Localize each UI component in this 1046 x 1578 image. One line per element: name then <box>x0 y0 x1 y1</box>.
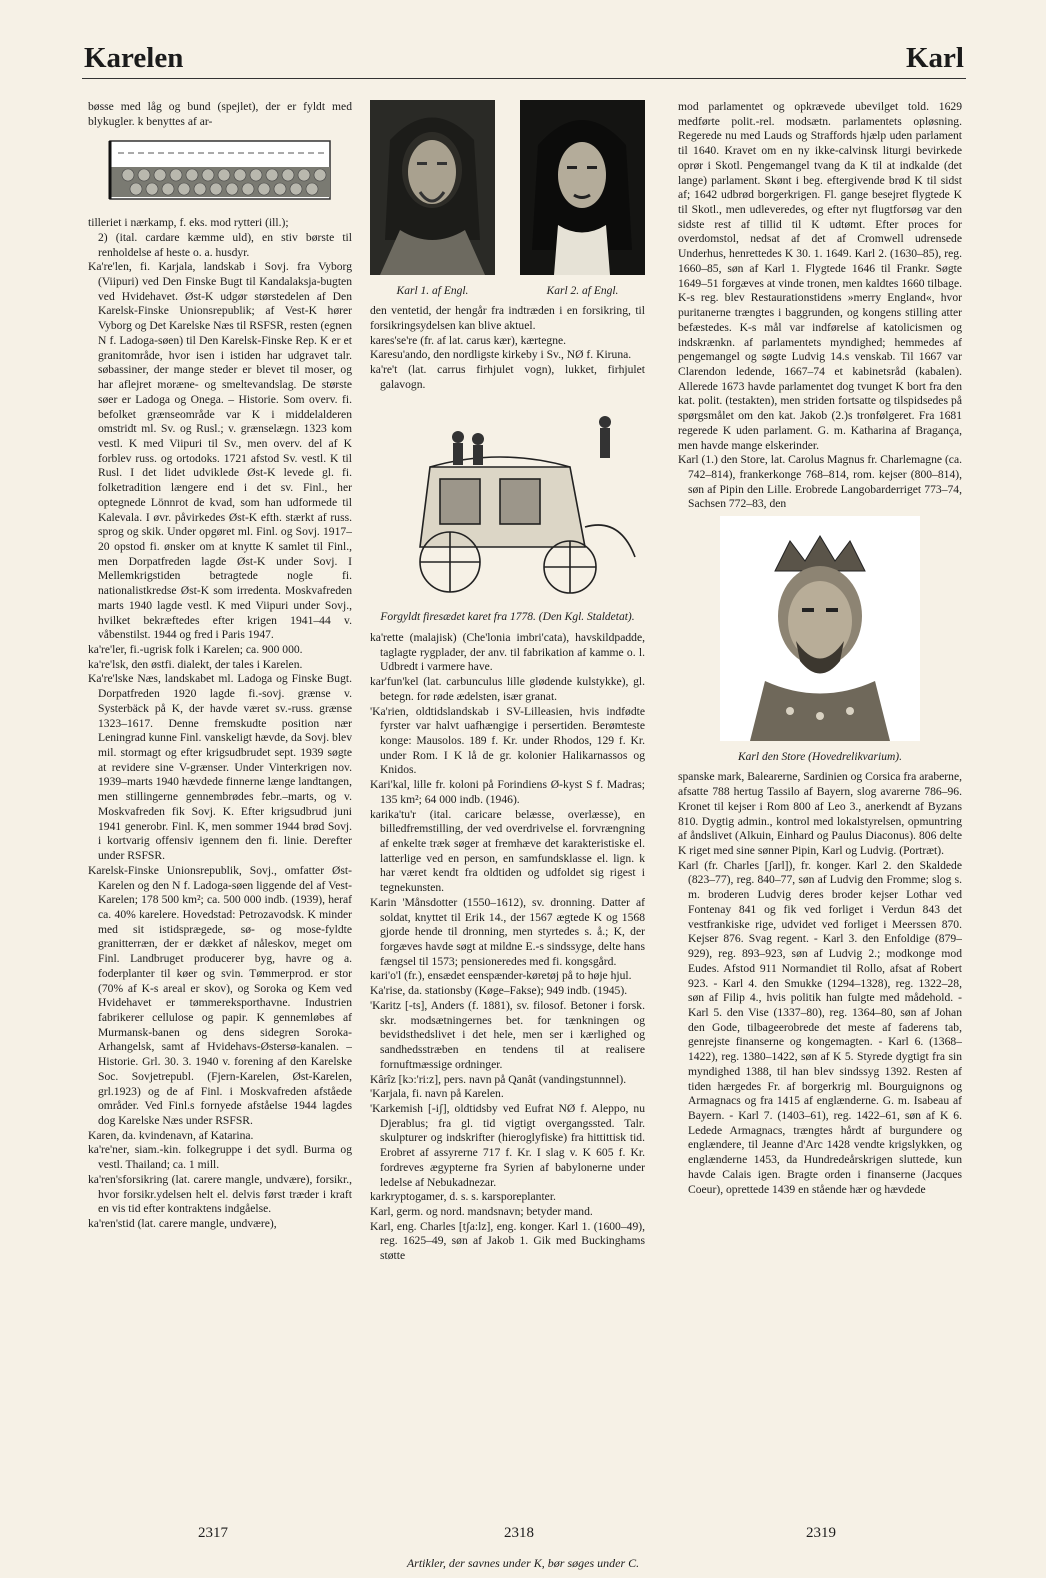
entry-karette: ka'rette (malajisk) (Che'lonia imbri'cata), havskildpadde, taglagte rygplader, der anv. til fabrikation af kamme o. l. Udbredt i varmere have. <box>370 630 645 674</box>
entry-text: 2) (ital. cardare kæmme uld), en stiv børste til renholdelse af heste o. a. husdyr. <box>98 230 352 259</box>
entry-karelen: Ka're'len, fi. Karjala, landskab i Sovj. fra Vyborg (Viipuri) ved Den Finske Bugt til Kandalaksja-bugten ved Hvidehavet. Øst-K udgør størstedelen af Den Karelsk-Finske Unionsrepublik; af Vest-K hører Vyborg og Det Karelske Næs til RSFSR, resten (egnen N f. Ladoga-søen) til Den Karelsk-Finske Rep. K er et granitområde, hvor isen i istiden har udgravet talr. søbassiner, der mange steder er blevet til moser, og har aflejret moræne- og smeltevandslag. De største søer er Ladoga og Onega. – Historie. Som overv. fi. befolket grænseområde var K i middelalderen omstridt ml. Sv. og Rusl.; v. grænselægn. 1323 kom vestl. K med Viipuri til Sv., men overv. del af K forblev russ. og ortodoks. 1721 afstod Sv. vestl. K til Rusl. I det lidet udviklede Øst-K levede gl. fi. folketradition længere end i det sv. Finl., her optegnede Lönnrot de kvad, som han udformede til Kalevala. I øvr. påvirkedes Øst-K efth. stærkt af russ. sprog og skik. Under opgøret ml. Finl. og Sovj. 1917–20 opstod fi. ønsker om at knytte K samlet til Finl., men Dorpatfreden lagde Øst-K under Sovj. I Mellemkrigstiden betragtede nogle fi. nationalistkredse Øst-K som irredenta. Moskvafreden marts 1940 lagde vestl. K med Viipuri under Sovj., hvilket bekræftedes efter krigen 1941–44 v. våbenstilst. 1944 og fred i Paris 1947. <box>88 260 352 642</box>
entry-karien: 'Ka'rien, oldtidslandskab i SV-Lilleasien, hvis indfødte fyrster var halvt uafhængige i persertiden. Berømteste konge: Mausolos. 189 f. Kr. under Rhodos, 129 f. Kr. under Rom. I K lå de gr. kolonier Halikarnassos og Knidos. <box>370 704 645 777</box>
entry-karin-mansdotter: Karin 'Månsdotter (1550–1612), sv. dronning. Datter af soldat, knyttet til Erik 14., der 1567 ægtede K og 1568 gjorde hende til dronning, men styrtedes s. å.; K, der forgæves havde søgt at mildne E.-s sindssyge, delte hans fængsel til 1573; pensioneredes med fi. kongsgård. <box>370 895 645 968</box>
column-1 <box>88 100 352 1490</box>
entry-karelsk-finske: Karelsk-Finske Unionsrepublik, Sovj., omfatter Øst-Karelen og den N f. Ladoga-søen liggende del af Vest-Karelen; 178 500 km²; ca. 500 000 indb. (1939), heraf ca. 40% karelere. Hovedstad: Petrozavodsk. K minder med sit istidsprægede, sø- og mose-fyldte granitterræn, der er dækket af nåleskov, meget om Finl. Landbruget producerer byg, havre og a. foderplanter til køer og svin. Tømmerprod. er stor (70% af K-s areal er skov), og Soroka og Kem ved Hvidehavet er tømmereksporthavne. Industrien fabrikerer cellulose og papir. K gennemløbes af Murmansk-banen og dens sidegren Soroka-Arhangelsk, samt af Hvidehavs-Østersø-kanalen. – Historie. Grl. 30. 3. 1940 v. forening af den Karelske Soc. Sovjetrepubl. (Fjern-Karelen, Øst-Karelen, grl.1923) og de af Finl. i Moskvafreden afståede områder. Ved Finl.s fornyede afståelse 1944 lagdes dog Karelske Næs under RSFSR. <box>88 863 352 1127</box>
entry-karitz: 'Karitz [-ts], Anders (f. 1881), sv. filosof. Betoner i forsk. skr. modsætningernes bet. for tænkningen og bevidsthedslivet i det hele, men ser i kærlighed og sandhedsstræben en tendens til at realisere fornuftmæssige ordninger. <box>370 998 645 1071</box>
entry-karelske-naes: Ka're'lske Næs, landskabet ml. Ladoga og Finske Bugt. Dorpatfreden 1920 lagde fi.-sovj. grænse v. Systerbäck på K, der havde været sv.-russ. grænse 1323–1617. Denne fremskudte position nær Leningrad kunne Finl. vanskeligt hævde, da Sovj. blev mil. stormagt og efter krigsudbrudet sept. 1939 søgte at revidere sine V-grænser. Under Vinterkrigen nov. 1939–marts 1940 hævdede finnerne længe landtangen, men stillingerne gennembrødes febr.–marts, og v. Moskvafreden fik Sovj. K. Efter krigsudbrud juni 1941 generobr. Finl. K, men sommer 1944 brød Sovj. i kortvarig offensiv igennem den fi. linie. Derefter under RSFSR. <box>88 672 352 863</box>
caption-karl-2: Karl 2. af Engl. <box>546 284 619 297</box>
entry-karensforsikring: ka'ren'sforsikring (lat. carere mangle, undvære), forsikr., hvor forsikr.ydelsen helt el. delvis først træder i kraft en vis tid efter kontraktens indgåelse. <box>88 1172 352 1216</box>
entry-karet: ka're't (lat. carrus firhjulet vogn), lukket, firhjulet galavogn. <box>370 363 645 391</box>
bust-illustration <box>678 516 962 764</box>
entry-text: tilleriet i nærkamp, f. eks. mod rytteri (ill.); <box>88 216 289 230</box>
headword-left: Karelen <box>84 42 184 74</box>
entry-kariz: Kârîz [kɔ:'ri:z], pers. navn på Qanât (vandingstunnnel). <box>370 1072 627 1086</box>
headword-right: Karl <box>906 42 964 74</box>
entry-karkryptogamer: karkryptogamer, d. s. s. karsporeplanter. <box>370 1190 556 1204</box>
page-number-3: 2319 <box>806 1525 836 1541</box>
entry-karfunkel: kar'fun'kel (lat. carbunculus lille glødende kulstykke), gl. betegn. for røde ædelsten, især granat. <box>370 675 645 703</box>
page-header <box>82 38 966 79</box>
footer-note: Artikler, der savnes under K, bør søges under C. <box>406 1556 640 1570</box>
entry-karise: Ka'rise, da. stationsby (Køge–Fakse); 949 indb. (1945). <box>370 984 628 998</box>
karl-2-portrait-image <box>520 100 645 275</box>
entry-karl-eng: Karl, eng. Charles [tʃa:lz], eng. konger. Karl 1. (1600–49), reg. 1625–49, søn af Jakob 1. Gik med Buckinghams støtte <box>370 1219 645 1263</box>
caption-carriage: Forgyldt firesædet karet fra 1778. (Den Kgl. Staldetat). <box>380 611 635 624</box>
carriage-illustration <box>370 397 645 625</box>
entry-continuation: mod parlamentet og opkrævede ubevilget told. 1629 medførte polit.-rel. modsætn. parlamentets opløsning. Regerede nu med Lauds og Straffords hjælp uden parlament til 1640. Kravet om en ny ikke-calvinsk liturgi bevirkede oprør i Skotl. Pengemangel tvang da K til at indkalde (det lange) parlament. Skønt i beg. eftergivende brød K til sidst af; 1642 udbrød borgerkrigen. Fl. gange besejret flygtede K til Skotl., men udleveredes, og efter nyt flugtforsøg var den sidste rest af tillid til K udtømt. Efter proces for overdomstol, nedsat af det af Cromwell udrensede Underhus, henrettedes K 30. 1. 1649. Karl 2. (1630–85), reg. 1660–85, søn af Karl 1. Flygtede 1646 til Frankr. Søgte 1649–51 forgæves at vinde tronen, men kaldtes 1660 tilbage. K-s reg. blev Restaurationstidens »merry England«, hvor puritanerne trængtes i baggrunden, og kongens stilling atter befæstedes. K-s mål var indførelse af katolicismen og indskrænkn. af parlamentets myndighed; hemmedes af pengemangel og søgte Ludvig 14.s venskab. Til 1667 var Clarendon ledende, 1667–74 et kabinetsråd (kabalen). Allerede 1673 havde parlamentet dog tvunget K bort fra den kat. polit. (testakten), men striden fortsatte og tilspidsedes på spørgsmålet om den kat. Jakob (2.)s tronfølgeret. Fra 1681 regerede K uden parlament. G. m. Katharina af Bragança, men havde mange elskerinder. <box>678 100 962 452</box>
karl-1-portrait-image <box>370 100 495 275</box>
page-number-2: 2318 <box>504 1525 534 1541</box>
column-2 <box>370 100 645 1490</box>
canister-shot-image <box>88 133 338 207</box>
entry-kariol: kari'o'l (fr.), ensædet eenspænder-køretøj på to høje hjul. <box>370 969 632 983</box>
entry-karl-den-store: Karl (1.) den Store, lat. Carolus Magnus fr. Charlemagne (ca. 742–814), frankerkonge 768–814, rom. kejser (800–814), søn af Pipin den Lille. Erobrede Langobarderriget 773–74, Sachsen 772–83, den <box>678 453 962 511</box>
entry-karl-name: Karl, germ. og nord. mandsnavn; betyder mand. <box>370 1204 593 1218</box>
entry-karener: ka're'ner, siam.-kin. folkegruppe i det sydl. Burma og vestl. Thailand; ca. 1 mill. <box>88 1143 352 1172</box>
entry-karenstid: ka'ren'stid (lat. carere mangle, undvære), <box>88 1217 277 1231</box>
entry-karikal: Kari'kal, lille fr. koloni på Forindiens Ø-kyst S f. Madras; 135 km²; 64 000 indb. (1946). <box>370 778 645 806</box>
entry-karjala: 'Karjala, fi. navn på Karelen. <box>370 1087 504 1101</box>
caption-bust: Karl den Store (Hovedrelikvarium). <box>738 750 902 763</box>
portrait-karl-2 <box>520 100 645 304</box>
page-number-1: 2317 <box>198 1525 228 1541</box>
entry-karelsk: ka're'lsk, den østfi. dialekt, der tales i Karelen. <box>88 657 303 671</box>
portraits-row <box>370 100 645 304</box>
entry-continuation: spanske mark, Balearerne, Sardinien og Corsica fra araberne, afsatte 788 hertug Tassilo af Bayern, slog avarerne 786–96. Kronet til kejser i Rom 800 af Leo 3., anerkendt af Byzans 810. Dygtig admin., kontrol med lokalstyrelsen, opmuntring af åndslivet (Alkuin, Einhard og Paulus Diaconus). 806 delte K riget med sine sønner Pipin, Karl og Ludvig. (Portræt). <box>678 770 962 858</box>
carriage-image <box>370 397 645 602</box>
entry-kareler: ka're'ler, fi.-ugrisk folk i Karelen; ca. 900 000. <box>88 643 303 656</box>
column-3 <box>678 100 962 1490</box>
portrait-karl-1 <box>370 100 495 304</box>
karl-den-store-bust-image <box>720 516 920 741</box>
entry-karesuando: Karesu'ando, den nordligste kirkeby i Sv., NØ f. Kiruna. <box>370 348 632 362</box>
entry-karkemish: 'Karkemish [-iʃ], oldtidsby ved Eufrat NØ f. Aleppo, nu Djerablus; fra gl. tid vigtigt overgangssted. Talr. skulpturer og indskrifter (hieroglyfiske) fra hittittisk tid. Erobret af assyrerne 717 f. Kr. I slag v. K 605 f. Kr. fordreves ægypterne fra Syrien af babylonerne under ledelse af Nebukadnezar. <box>370 1101 645 1189</box>
caption-karl-1: Karl 1. af Engl. <box>396 284 469 297</box>
entry-continuation: den ventetid, der hengår fra indtræden i en forsikring, til forsikringsydelsen kan blive aktuel. <box>370 304 645 333</box>
entry-karikatur: karika'tu'r (ital. caricare belæsse, overlæsse), en billedfremstilling, der ved overdrivelse el. forvrængning af enkelte træk søger at fremhæve det karakteristiske el. latterlige ved en person, en samfundsklasse el. lign. k har været kendt fra oldtiden og udfoldet sig rigest i tegnekunsten. <box>370 807 645 895</box>
entry-text: bøsse med låg og bund (spejlet), der er fyldt med blykugler. k benyttes af ar- <box>88 100 352 128</box>
entry-karessere: kares'se're (fr. af lat. carus kær), kærtegne. <box>370 333 567 347</box>
entry-karen: Karen, da. kvindenavn, af Katarina. <box>88 1128 254 1142</box>
kardæsk-illustration <box>88 133 352 212</box>
entry-karl-fr: Karl (fr. Charles [ʃarl]), fr. konger. Karl 2. den Skaldede (823–77), reg. 840–77, søn af Ludvig den Fromme; slog s. m. broderen Ludvig deres broder kejser Lothar ved Fontenay 841 og fik ved forliget i Verdun 843 det vestfrankiske rige, udvidet ved forliget i Meerssen 870. Kejser 876. Svag regent. - Karl 3. den Enfoldige (879–929), reg. 893–923, søn af Ludvig 2.; modkonge mod Eudes. Afstod 911 Normandiet til Rollo, afsat af Robert 923. - Karl 4. den Smukke (1294–1328), reg. 1322–28, søn af Filip 4., hvis politik han fulgte med mådehold. - Karl 5. den Vise (1337–80), reg. 1364–80, søn af Johan den Gode, tilbageerobrede det meste af faderens tab, genrejste finanserne og kongemagten. - Karl 6. (1368–1422), reg. 1380–1422, søn af K 5. Styrede dygtigt fra sin myndighed 1388, til han blev sindssyg 1392. Resten af tiden hærgedes Fr. af borgerkrig ml. Bourguignons og Armagnacs og fra 1415 af englænderne. G. m. Isabeau af Bayern. - Karl 7. (1403–61), reg. 1422–61, søn af K 6. Ledede Armagnacs, trængtes hårdt af burgundere og englændere, til Jeanne d'Arc 1428 vendte krigslykken, og englænderne 1453, da Hundredeårskrigen sluttede, kun havde Calais igen. Bragte orden i finanserne (Jacques Coeur), oprettede 1439 en stående hær og hævdede <box>678 858 962 1196</box>
